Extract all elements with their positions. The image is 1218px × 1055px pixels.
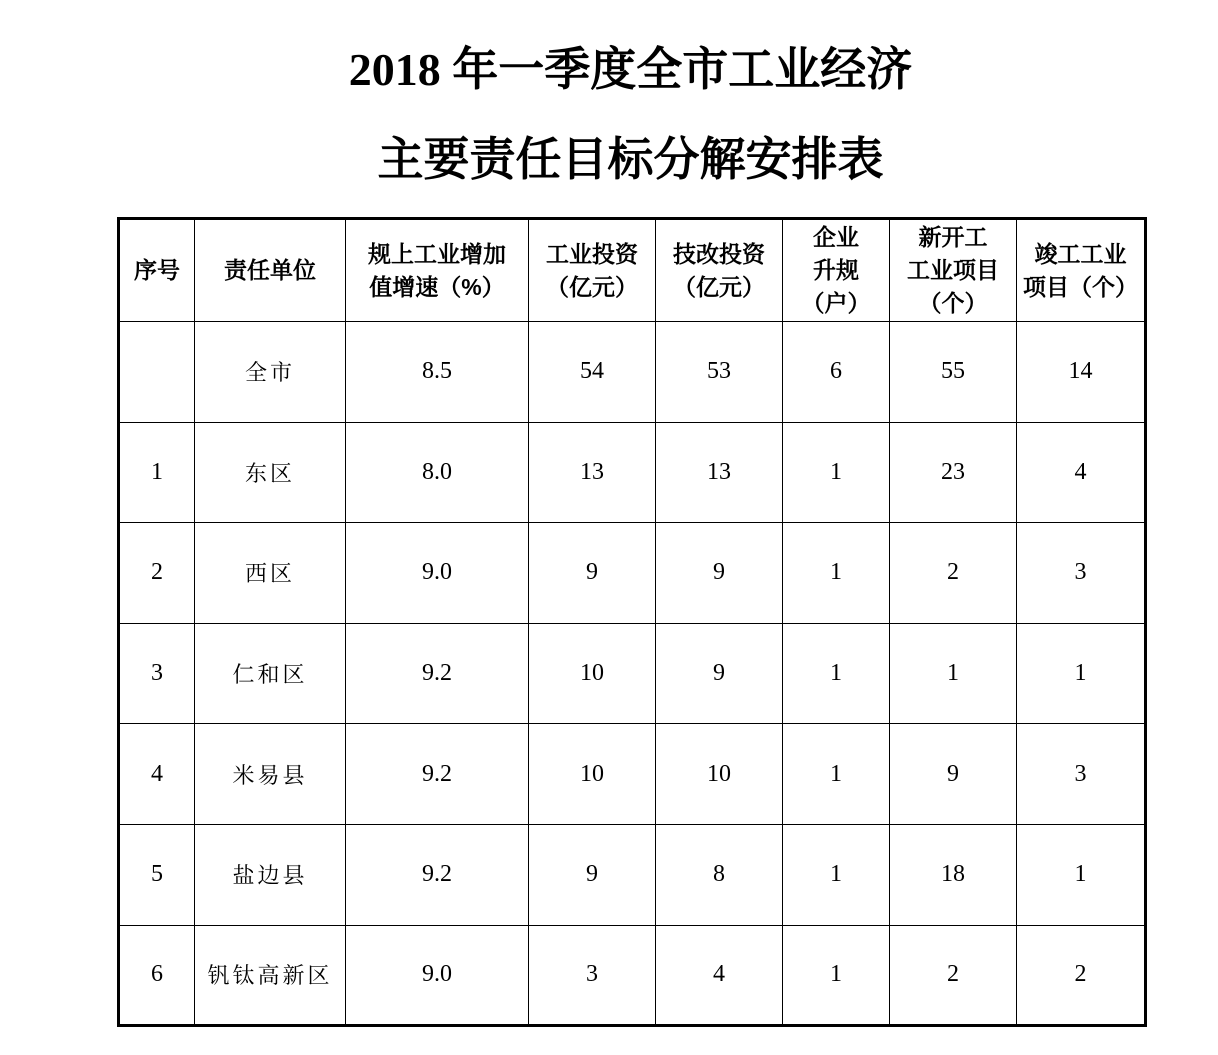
seq-cell: 4 (119, 724, 195, 825)
column-header-line: 值增速（%） (369, 273, 505, 300)
seq-cell: 5 (119, 824, 195, 925)
enterprise-upgrade-cell: 1 (783, 422, 890, 523)
value-added-growth-cell: 8.0 (346, 422, 529, 523)
column-header-line: 工业投资 (546, 240, 638, 267)
column-header-line: 竣工工业 (1034, 240, 1127, 267)
responsible-unit-cell: 东区 (195, 422, 346, 523)
responsible-unit-cell: 盐边县 (195, 824, 346, 925)
column-header-line: 企业 (813, 224, 859, 250)
column-header-line: （亿元） (673, 273, 765, 300)
completed-projects-cell: 3 (1017, 724, 1146, 825)
completed-projects-cell: 14 (1017, 322, 1146, 423)
column-header-completed-projects (1017, 219, 1146, 322)
new-projects-cell: 18 (890, 824, 1017, 925)
column-header-line: 序号 (134, 257, 180, 283)
enterprise-upgrade-cell: 1 (783, 724, 890, 825)
table-row (119, 523, 1146, 624)
new-projects-cell: 1 (890, 623, 1017, 724)
table-row (119, 322, 1146, 423)
column-header-responsible-unit (195, 219, 346, 322)
column-header-industrial-investment (529, 219, 656, 322)
column-header-line: 规上工业增加 (368, 240, 506, 267)
column-header-line: 项目（个） (1023, 273, 1138, 300)
completed-projects-cell: 1 (1017, 623, 1146, 724)
enterprise-upgrade-cell: 1 (783, 824, 890, 925)
column-header-line: 工业项目 (907, 257, 999, 283)
industrial-investment-cell: 13 (529, 422, 656, 523)
value-added-growth-cell: 9.2 (346, 824, 529, 925)
table-body (119, 322, 1146, 1026)
header-row (119, 219, 1146, 322)
tech-renovation-investment-cell: 10 (656, 724, 783, 825)
value-added-growth-cell: 9.0 (346, 523, 529, 624)
completed-projects-cell: 3 (1017, 523, 1146, 624)
industrial-investment-cell: 10 (529, 724, 656, 825)
new-projects-cell: 55 (890, 322, 1017, 423)
column-header-tech-renovation-investment (656, 219, 783, 322)
column-header-line: 技改投资 (673, 240, 765, 267)
column-header-new-projects (890, 219, 1017, 322)
completed-projects-cell: 2 (1017, 925, 1146, 1026)
tech-renovation-investment-cell: 53 (656, 322, 783, 423)
column-header-line: （亿元） (546, 273, 638, 300)
value-added-growth-cell: 9.0 (346, 925, 529, 1026)
completed-projects-cell: 1 (1017, 824, 1146, 925)
industrial-investment-cell: 9 (529, 523, 656, 624)
new-projects-cell: 2 (890, 925, 1017, 1026)
tech-renovation-investment-cell: 13 (656, 422, 783, 523)
column-header-enterprise-upgrade (783, 219, 890, 322)
column-header-line: 升规 (813, 257, 859, 283)
seq-cell: 2 (119, 523, 195, 624)
enterprise-upgrade-cell: 1 (783, 623, 890, 724)
seq-cell (119, 322, 195, 423)
value-added-growth-cell: 9.2 (346, 724, 529, 825)
column-header-value-added-growth (346, 219, 529, 322)
value-added-growth-cell: 9.2 (346, 623, 529, 724)
table-row (119, 824, 1146, 925)
column-header-seq (119, 219, 195, 322)
column-header-line: 责任单位 (224, 257, 316, 283)
table-row (119, 724, 1146, 825)
tech-renovation-investment-cell: 9 (656, 623, 783, 724)
table-row (119, 623, 1146, 724)
enterprise-upgrade-cell: 1 (783, 523, 890, 624)
enterprise-upgrade-cell: 6 (783, 322, 890, 423)
column-header-line: 新开工 (918, 224, 988, 250)
responsible-unit-cell: 钒钛高新区 (195, 925, 346, 1026)
responsible-unit-cell: 全市 (195, 322, 346, 423)
document-title-line-2: 主要责任目标分解安排表 (377, 134, 884, 185)
tech-renovation-investment-cell: 4 (656, 925, 783, 1026)
target-breakdown-table (117, 217, 1147, 1027)
table-row (119, 422, 1146, 523)
seq-cell: 1 (119, 422, 195, 523)
new-projects-cell: 2 (890, 523, 1017, 624)
seq-cell: 6 (119, 925, 195, 1026)
industrial-investment-cell: 3 (529, 925, 656, 1026)
column-header-line: （个） (918, 290, 988, 316)
seq-cell: 3 (119, 623, 195, 724)
completed-projects-cell: 4 (1017, 422, 1146, 523)
new-projects-cell: 9 (890, 724, 1017, 825)
table-row (119, 925, 1146, 1026)
responsible-unit-cell: 西区 (195, 523, 346, 624)
industrial-investment-cell: 54 (529, 322, 656, 423)
document-title-line-1: 2018 年一季度全市工业经济 (348, 44, 913, 95)
industrial-investment-cell: 9 (529, 824, 656, 925)
responsible-unit-cell: 米易县 (195, 724, 346, 825)
enterprise-upgrade-cell: 1 (783, 925, 890, 1026)
responsible-unit-cell: 仁和区 (195, 623, 346, 724)
tech-renovation-investment-cell: 9 (656, 523, 783, 624)
industrial-investment-cell: 10 (529, 623, 656, 724)
new-projects-cell: 23 (890, 422, 1017, 523)
tech-renovation-investment-cell: 8 (656, 824, 783, 925)
column-header-line: （户） (801, 290, 871, 316)
value-added-growth-cell: 8.5 (346, 322, 529, 423)
